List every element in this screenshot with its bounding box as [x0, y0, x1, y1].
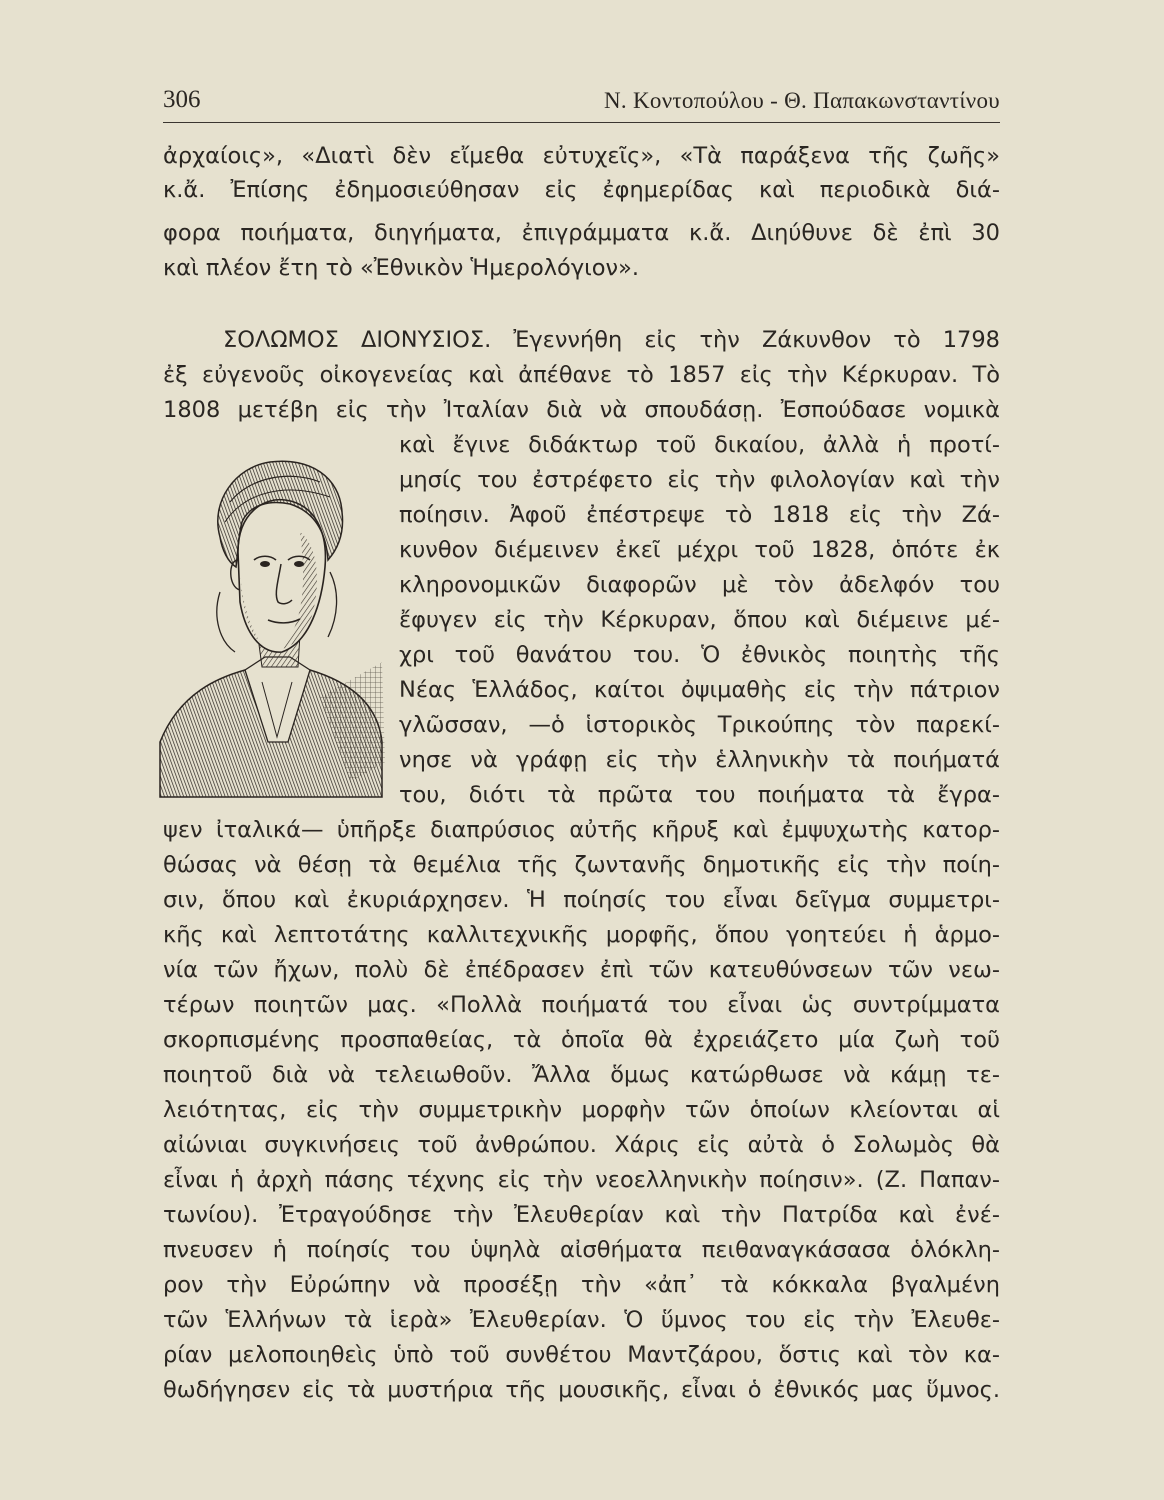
text-line: ἐξ εὐγενοῦς οἰκογενείας καὶ ἀπέθανε τὸ 1857 εἰς τὴν Κέρκυραν. Τὸ	[163, 362, 1000, 388]
text-line: κληρονομικῶν διαφορῶν μὲ τὸν ἀδελφόν του	[399, 572, 1000, 598]
text-line: καὶ πλέον ἔτη τὸ «Ἐθνικὸν Ἡμερολόγιον».	[163, 255, 639, 281]
text-line: ἀρχαίοις», «Διατὶ δὲν εἴμεθα εὐτυχεῖς», «Τὰ παράξενα τῆς ζωῆς»	[163, 143, 1000, 169]
text-line: φορα ποιήματα, διηγήματα, ἐπιγράμματα κ.ἄ. Διηύθυνε δὲ ἐπὶ 30	[163, 220, 1000, 246]
text-line: 1808 μετέβη εἰς τὴν Ἰταλίαν διὰ νὰ σπουδάσῃ. Ἐσπούδασε νομικὰ	[163, 397, 1000, 423]
text-line: τῶν Ἑλλήνων τὰ ἱερὰ» Ἐλευθερίαν. Ὁ ὕμνος του εἰς τὴν Ἐλευθε-	[163, 1307, 1000, 1333]
page-header	[163, 86, 1000, 123]
text-line: νησε νὰ γράφῃ εἰς τὴν ἑλληνικὴν τὰ ποιήματά	[399, 747, 1000, 773]
entry-heading-line: ΣΟΛΩΜΟΣ ΔΙΟΝΥΣΙΟΣ. Ἐγεννήθη εἰς τὴν Ζάκυνθον τὸ 1798	[223, 327, 1000, 353]
text-line: κῆς καὶ λεπτοτάτης καλλιτεχνικῆς μορφῆς, ὅπου γοητεύει ἡ ἁρμο-	[163, 922, 1000, 948]
text-line: χρι τοῦ θανάτου του. Ὁ ἐθνικὸς ποιητὴς τῆς	[399, 642, 1000, 668]
text-line: ποιητοῦ διὰ νὰ τελειωθοῦν. Ἄλλα ὅμως κατώρθωσε νὰ κάμῃ τε-	[163, 1062, 1000, 1088]
text-line: ρίαν μελοποιηθεὶς ὑπὸ τοῦ συνθέτου Μαντζάρου, ὅστις καὶ τὸν κα-	[163, 1342, 1000, 1368]
portrait-engraving	[150, 442, 390, 802]
page-number: 306	[163, 86, 201, 113]
text-line: μησίς του ἐστρέφετο εἰς τὴν φιλολογίαν καὶ τὴν	[399, 467, 1000, 493]
text-line: σιν, ὅπου καὶ ἐκυριάρχησεν. Ἡ ποίησίς του εἶναι δεῖγμα συμμετρι-	[163, 887, 1000, 913]
text-line: γλῶσσαν, —ὁ ἱστορικὸς Τρικούπης τὸν παρεκί-	[399, 712, 1000, 738]
text-line: ψεν ἰταλικά— ὑπῆρξε διαπρύσιος αὐτῆς κῆρυξ καὶ ἐμψυχωτὴς κατορ-	[163, 817, 1000, 843]
text-line: ρον τὴν Εὐρώπην νὰ προσέξῃ τὴν «ἀπ᾿ τὰ κόκκαλα βγαλμένη	[163, 1272, 1000, 1298]
text-line: κ.ἄ. Ἐπίσης ἐδημοσιεύθησαν εἰς ἐφημερίδας καὶ περιοδικὰ διά-	[163, 177, 1000, 203]
text-line: θωδήγησεν εἰς τὰ μυστήρια τῆς μουσικῆς, εἶναι ὁ ἐθνικός μας ὕμνος.	[163, 1377, 1000, 1403]
text-line: αἰώνιαι συγκινήσεις τοῦ ἀνθρώπου. Χάρις εἰς αὐτὰ ὁ Σολωμὸς θὰ	[163, 1132, 1000, 1158]
text-line: εἶναι ἡ ἀρχὴ πάσης τέχνης εἰς τὴν νεοελληνικὴν ποίησιν». (Ζ. Παπαν-	[163, 1167, 1000, 1193]
running-head: Ν. Κοντοπούλου - Θ. Παπακωνσταντίνου	[603, 88, 1000, 113]
text-line: ποίησιν. Ἀφοῦ ἐπέστρεψε τὸ 1818 εἰς τὴν Ζά-	[399, 502, 1000, 528]
text-line: πνευσεν ἡ ποίησίς του ὑψηλὰ αἰσθήματα πειθαναγκάσασα ὁλόκλη-	[163, 1237, 1000, 1263]
text-line: του, διότι τὰ πρῶτα του ποιήματα τὰ ἔγρα-	[399, 782, 1000, 808]
text-line: ἔφυγεν εἰς τὴν Κέρκυραν, ὅπου καὶ διέμεινε μέ-	[399, 607, 1000, 633]
text-line: καὶ ἔγινε διδάκτωρ τοῦ δικαίου, ἀλλὰ ἡ προτί-	[399, 432, 1000, 458]
text-line: κυνθον διέμεινεν ἐκεῖ μέχρι τοῦ 1828, ὁπότε ἐκ	[399, 537, 1000, 563]
text-line: θώσας νὰ θέσῃ τὰ θεμέλια τῆς ζωντανῆς δημοτικῆς εἰς τὴν ποίη-	[163, 852, 1000, 878]
text-line: τωνίου). Ἐτραγούδησε τὴν Ἐλευθερίαν καὶ τὴν Πατρίδα καὶ ἐνέ-	[163, 1202, 1000, 1228]
text-line: Νέας Ἑλλάδος, καίτοι ὀψιμαθὴς εἰς τὴν πάτριον	[399, 677, 1000, 703]
text-line: σκορπισμένης προσπαθείας, τὰ ὁποῖα θὰ ἐχρειάζετο μία ζωὴ τοῦ	[163, 1027, 1000, 1053]
text-line: τέρων ποιητῶν μας. «Πολλὰ ποιήματά του εἶναι ὡς συντρίμματα	[163, 992, 1000, 1018]
text-line: νία τῶν ἤχων, πολὺ δὲ ἐπέδρασεν ἐπὶ τῶν κατευθύνσεων τῶν νεω-	[163, 957, 1000, 983]
text-line: λειότητας, εἰς τὴν συμμετρικὴν μορφὴν τῶν ὁποίων κλείονται αἱ	[163, 1097, 1000, 1123]
